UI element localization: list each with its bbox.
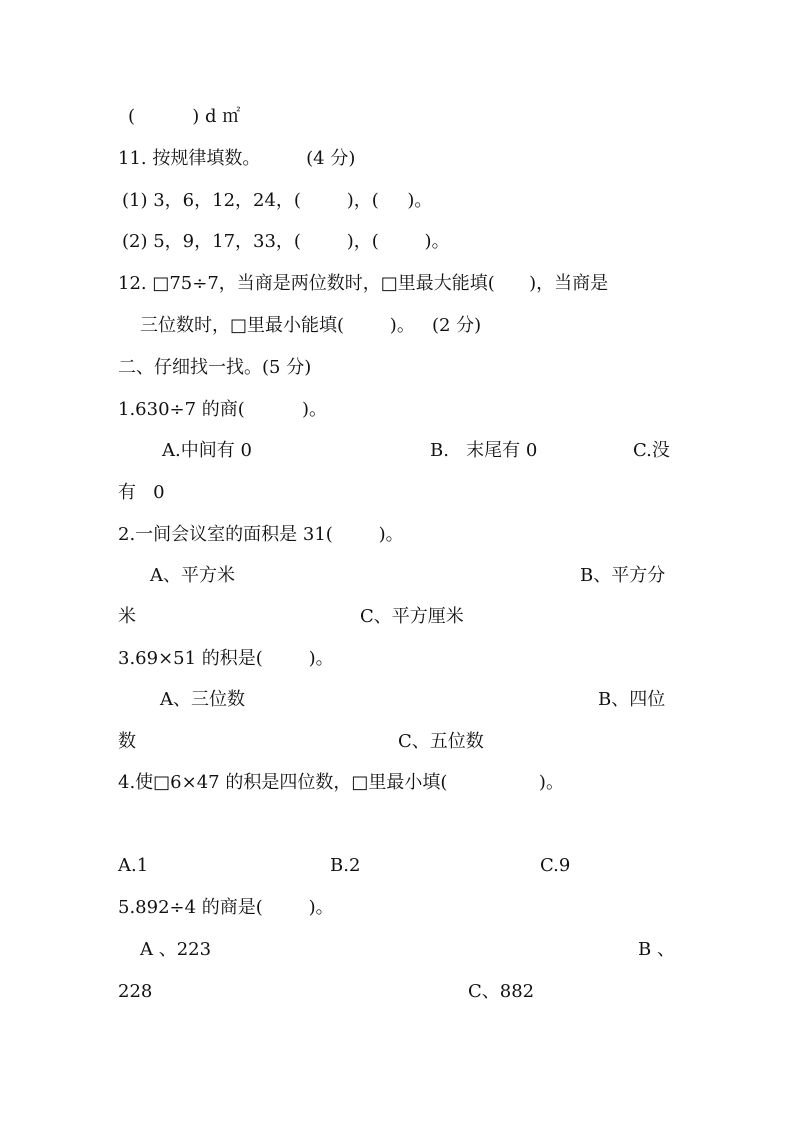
problem-4-option-b: B.2 xyxy=(330,855,361,876)
problem-4: 4.使□6×47 的积是四位数，□里最小填( )。 xyxy=(118,772,564,793)
question-11-part-1: (1) 3，6，12，24，( )，( )。 xyxy=(122,190,433,211)
problem-3-option-c: C、五位数 xyxy=(398,731,484,752)
question-11: 11. 按规律填数。 (4 分) xyxy=(118,148,356,169)
problem-4-option-c: C.9 xyxy=(540,855,571,876)
problem-3: 3.69×51 的积是( )。 xyxy=(118,648,334,669)
problem-2-option-a: A、平方米 xyxy=(150,565,235,586)
area-answer-blank: ( ) d ㎡ xyxy=(128,106,241,127)
problem-2-option-c: C、平方厘米 xyxy=(360,606,464,627)
question-12-line-2: 三位数时，□里最小能填( )。 (2 分) xyxy=(140,315,482,336)
problem-2: 2.一间会议室的面积是 31( )。 xyxy=(118,524,404,545)
problem-1-option-c: C.没 xyxy=(633,440,670,461)
problem-3-option-b-cont: 数 xyxy=(118,731,136,752)
problem-4-option-a: A.1 xyxy=(118,855,149,876)
problem-5: 5.892÷4 的商是( )。 xyxy=(118,897,334,918)
section-2-heading: 二、仔细找一找。(5 分) xyxy=(118,357,312,378)
problem-2-option-b-cont: 米 xyxy=(118,606,136,627)
problem-3-option-b: B、四位 xyxy=(598,689,666,710)
problem-1-option-a: A.中间有 0 xyxy=(162,440,252,461)
problem-1: 1.630÷7 的商( )。 xyxy=(118,399,328,420)
problem-3-option-a: A、三位数 xyxy=(160,689,245,710)
problem-5-option-a: A 、223 xyxy=(140,939,212,960)
question-12-line-1: 12. □75÷7，当商是两位数时，□里最大能填( )，当商是 xyxy=(118,273,609,294)
problem-5-option-c: C、882 xyxy=(468,981,535,1002)
problem-1-option-c-cont: 有 0 xyxy=(118,482,165,503)
problem-2-option-b: B、平方分 xyxy=(580,565,666,586)
problem-5-option-b-cont: 228 xyxy=(118,981,153,1002)
problem-5-option-b: B 、 xyxy=(638,939,675,960)
problem-1-option-b: B. 末尾有 0 xyxy=(430,440,538,461)
question-11-part-2: (2) 5，9，17，33，( )，( )。 xyxy=(122,231,450,252)
